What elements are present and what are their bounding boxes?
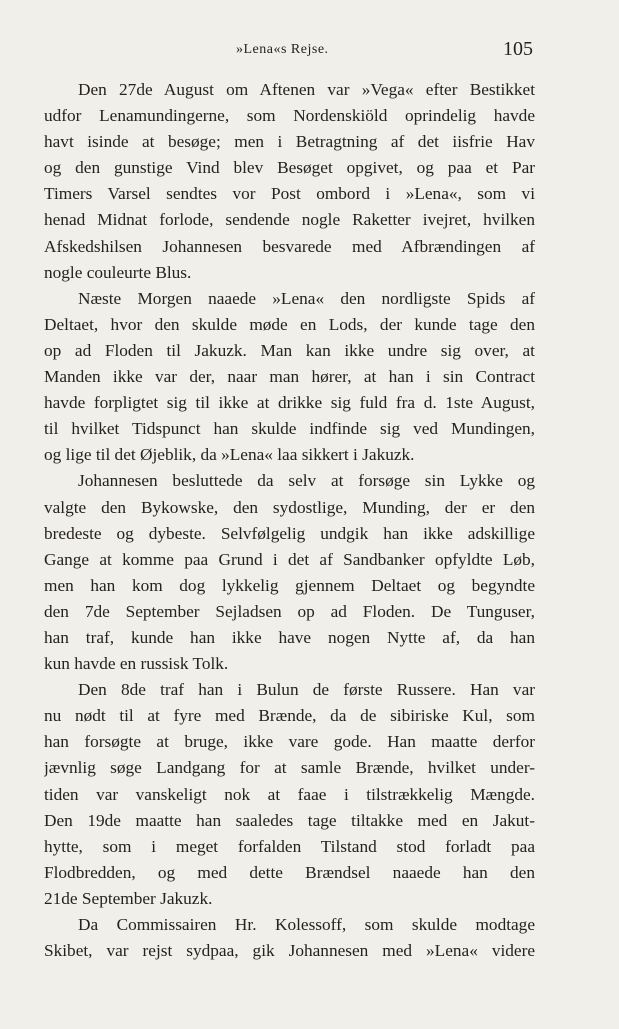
text-line: jævnlig søge Landgang for at samle Brænde, hvilket under-: [44, 758, 535, 778]
text-line: Skibet, var rejst sydpaa, gik Johannesen med »Lena« videre: [44, 941, 535, 961]
text-line: kun havde en russisk Tolk.: [44, 654, 229, 674]
paragraph: [44, 468, 535, 677]
text-line: Gange at komme paa Grund i det af Sandbanker opfyldte Løb,: [44, 549, 535, 569]
paragraph: [44, 677, 535, 912]
text-line: nu nødt til at fyre med Brænde, da de sibiriske Kul, som: [44, 706, 535, 726]
paragraph: [44, 77, 535, 286]
paragraph: [44, 912, 535, 964]
text-line: Da Commissairen Hr. Kolessoff, som skulde modtage: [78, 915, 535, 934]
text-line: hytte, som i meget forfalden Tilstand stod forladt paa: [44, 836, 535, 856]
text-line: Deltaet, hvor den skulde møde en Lods, der kunde tage den: [44, 314, 535, 334]
page-number: 105: [503, 38, 533, 60]
text-line: og den gunstige Vind blev Besøget opgivet, og paa et Par: [44, 158, 535, 178]
running-title: »Lena«s Rejse.: [236, 42, 329, 57]
running-head: [0, 38, 619, 62]
text-line: valgte den Bykowske, den sydostlige, Munding, der er den: [44, 497, 535, 517]
paragraph: [44, 286, 535, 469]
text-line: bredeste og dybeste. Selvfølgelig undgik han ikke adskillige: [44, 523, 535, 543]
text-line: Manden ikke var der, naar man hører, at han i sin Contract: [44, 367, 535, 387]
body-text: [44, 77, 535, 964]
text-line: op ad Floden til Jakuzk. Man kan ikke undre sig over, at: [44, 340, 535, 360]
text-line: til hvilket Tidspunct han skulde indfinde sig ved Mundingen,: [44, 419, 535, 439]
text-line: henad Midnat forlode, sendende nogle Raketter ivejret, hvilken: [44, 210, 535, 230]
text-line: tiden var vanskeligt nok at faae i tilstrækkelig Mængde.: [44, 784, 535, 804]
text-line: Flodbredden, og med dette Brændsel naaede han den: [44, 862, 535, 882]
text-line: Næste Morgen naaede »Lena« den nordligste Spids af: [78, 288, 535, 308]
text-line: Den 8de traf han i Bulun de første Russere. Han var: [78, 680, 535, 700]
text-line: Den 27de August om Aftenen var »Vega« efter Bestikket: [78, 80, 535, 99]
text-line: Timers Varsel sendtes vor Post ombord i »Lena«, som vi: [44, 184, 535, 204]
text-line: nogle couleurte Blus.: [44, 262, 192, 282]
text-line: udfor Lenamundingerne, som Nordenskiöld oprindelig havde: [44, 106, 535, 126]
text-line: havt isinde at besøge; men i Betragtning af det iisfrie Hav: [44, 132, 535, 152]
text-line: havde forpligtet sig til ikke at drikke sig fuld fra d. 1ste August,: [44, 393, 535, 413]
text-line: Afskedshilsen Johannesen besvarede med Afbrændingen af: [44, 236, 535, 256]
text-line: Den 19de maatte han saaledes tage tiltakke med en Jakut-: [44, 810, 535, 830]
text-line: han traf, kunde han ikke have nogen Nytte af, da han: [44, 627, 535, 647]
text-line: Johannesen besluttede da selv at forsøge sin Lykke og: [78, 471, 535, 491]
text-line: den 7de September Sejladsen op ad Floden. De Tunguser,: [44, 601, 535, 621]
text-line: men han kom dog lykkelig gjennem Deltaet og begyndte: [44, 575, 535, 595]
text-line: han forsøgte at bruge, ikke vare gode. Han maatte derfor: [44, 732, 535, 752]
text-line: og lige til det Øjeblik, da »Lena« laa sikkert i Jakuzk.: [44, 445, 415, 465]
text-line: 21de September Jakuzk.: [44, 888, 213, 908]
